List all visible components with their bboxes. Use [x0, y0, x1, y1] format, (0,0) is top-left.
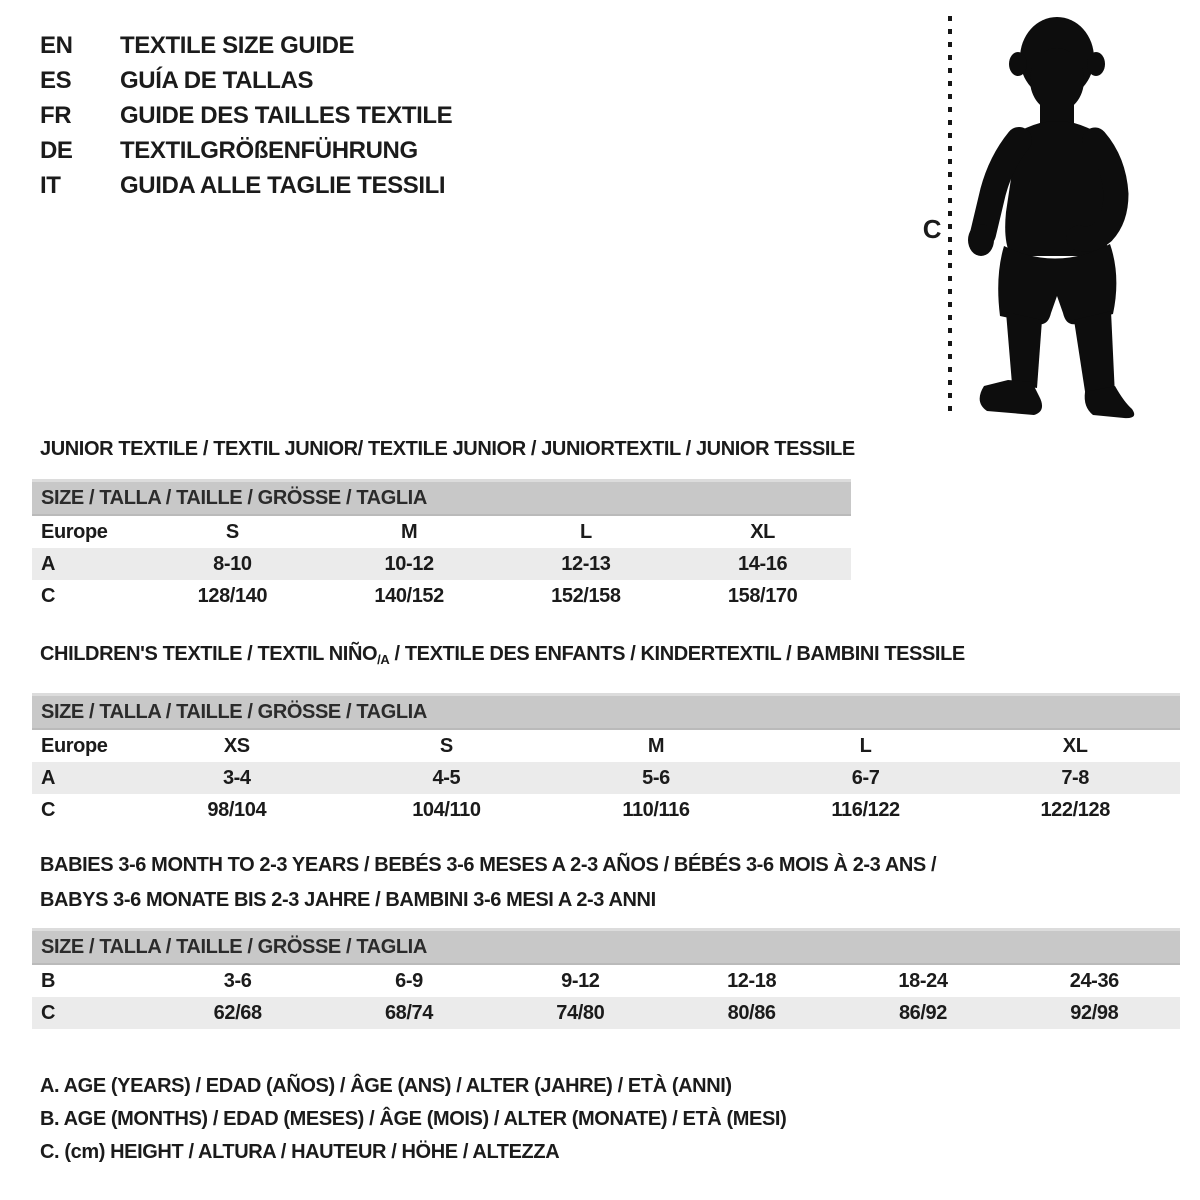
language-code-en: EN	[40, 31, 73, 59]
language-row	[40, 133, 452, 168]
table-cell: 122/128	[1040, 798, 1110, 821]
table-cell: 18-24	[898, 969, 948, 992]
babies-row-months	[32, 965, 1180, 997]
table-cell: 3-4	[132, 762, 342, 794]
babies-table-title-line1: BABIES 3-6 MONTH TO 2-3 YEARS / BEBÉS 3-6 MESES A 2-3 AÑOS / BÉBÉS 3-6 MOIS À 2-3 ANS /	[40, 854, 937, 876]
table-cell: 152/158	[551, 584, 621, 607]
row-label-cell: Europe	[41, 734, 108, 757]
table-cell: 14-16	[674, 548, 851, 580]
junior-size-header-bar	[32, 479, 851, 516]
language-row	[40, 168, 452, 203]
table-cell: 158/170	[727, 584, 798, 607]
babies-size-table	[32, 965, 1180, 1029]
row-label-cell: B	[41, 969, 56, 992]
legend-line-b: B. AGE (MONTHS) / EDAD (MESES) / ÂGE (MOIS) / ALTER (MONATE) / ETÀ (MESI)	[40, 1108, 787, 1130]
table-cell: 6-9	[395, 969, 423, 992]
row-label-cell: A	[32, 762, 132, 794]
guide-title-es: GUÍA DE TALLAS	[120, 66, 314, 94]
table-cell: M	[400, 520, 418, 543]
babies-section	[32, 848, 1180, 1029]
junior-row-age	[32, 548, 851, 580]
table-cell: 110/116	[622, 798, 690, 821]
language-title-block	[40, 28, 452, 203]
children-section	[32, 643, 1180, 826]
table-cell: XS	[223, 734, 250, 757]
table-cell: L	[859, 734, 872, 757]
table-cell: 24-36	[1069, 969, 1119, 992]
guide-title-de: TEXTILGRÖßENFÜHRUNG	[120, 136, 418, 164]
table-cell: 86/92	[837, 997, 1008, 1029]
table-cell: 98/104	[207, 798, 267, 821]
children-row-height	[32, 794, 1180, 826]
language-row	[40, 98, 452, 133]
junior-section	[32, 438, 855, 612]
babies-row-height	[32, 997, 1180, 1029]
table-cell: XL	[1062, 734, 1088, 757]
children-title-suffix: / TEXTILE DES ENFANTS / KINDERTEXTIL / BAMBINI TESSILE	[389, 643, 965, 665]
table-cell: 8-10	[144, 548, 321, 580]
table-cell: S	[439, 734, 453, 757]
table-cell: 140/152	[374, 584, 444, 607]
table-cell: 9-12	[561, 969, 600, 992]
legend-line-c: C. (cm) HEIGHT / ALTURA / HAUTEUR / HÖHE / ALTEZZA	[40, 1141, 560, 1163]
measurement-legend	[40, 1070, 786, 1169]
table-cell: 12-13	[498, 548, 675, 580]
table-cell: 68/74	[323, 997, 494, 1029]
table-cell: L	[579, 520, 592, 543]
guide-title-fr: GUIDE DES TAILLES TEXTILE	[120, 101, 453, 129]
children-size-header-bar	[32, 693, 1180, 730]
junior-size-table	[32, 516, 851, 612]
children-row-age	[32, 762, 1180, 794]
table-cell: 62/68	[152, 997, 323, 1029]
table-cell: 3-6	[223, 969, 252, 992]
table-cell: M	[647, 734, 665, 757]
table-cell: 92/98	[1009, 997, 1180, 1029]
table-cell: S	[225, 520, 239, 543]
children-size-table	[32, 730, 1180, 826]
table-cell: 128/140	[197, 584, 268, 607]
toddler-silhouette-image	[962, 14, 1152, 420]
table-cell: 116/122	[831, 798, 900, 821]
babies-table-title-line2: BABYS 3-6 MONATE BIS 2-3 JAHRE / BAMBINI 3-6 MESI A 2-3 ANNI	[40, 889, 656, 911]
table-cell: 7-8	[970, 762, 1180, 794]
language-code-es: ES	[40, 66, 72, 94]
table-cell: 10-12	[321, 548, 498, 580]
babies-size-header-text: SIZE / TALLA / TAILLE / GRÖSSE / TAGLIA	[41, 936, 427, 958]
table-cell: XL	[750, 520, 775, 543]
language-row	[40, 28, 452, 63]
height-measure-label: C	[922, 214, 942, 244]
babies-size-header-bar	[32, 928, 1180, 965]
language-code-de: DE	[40, 136, 73, 164]
table-cell: 80/86	[666, 997, 837, 1029]
table-cell: 74/80	[495, 997, 666, 1029]
junior-table-title: JUNIOR TEXTILE / TEXTIL JUNIOR/ TEXTILE JUNIOR / JUNIORTEXTIL / JUNIOR TESSILE	[40, 438, 855, 460]
language-code-fr: FR	[40, 101, 72, 129]
row-label-cell: C	[32, 997, 152, 1029]
language-row	[40, 63, 452, 98]
children-row-sizes	[32, 730, 1180, 762]
table-cell: 6-7	[761, 762, 971, 794]
row-label-cell: A	[32, 548, 144, 580]
row-label-cell: C	[41, 798, 56, 821]
children-title-prefix: CHILDREN'S TEXTILE / TEXTIL NIÑO	[40, 643, 378, 665]
children-size-header-text: SIZE / TALLA / TAILLE / GRÖSSE / TAGLIA	[41, 701, 427, 723]
height-measure-dashed-line	[948, 16, 952, 418]
table-cell: 4-5	[342, 762, 552, 794]
table-cell: 12-18	[727, 969, 777, 992]
junior-size-header-text: SIZE / TALLA / TAILLE / GRÖSSE / TAGLIA	[41, 487, 427, 509]
guide-title-en: TEXTILE SIZE GUIDE	[120, 31, 355, 59]
children-table-title	[32, 643, 1180, 671]
table-cell: 104/110	[412, 798, 481, 821]
table-cell: 5-6	[551, 762, 761, 794]
guide-title-it: GUIDA ALLE TAGLIE TESSILI	[120, 171, 446, 199]
junior-row-sizes	[32, 516, 851, 548]
row-label-cell: Europe	[41, 520, 108, 543]
row-label-cell: C	[41, 584, 56, 607]
children-title-sub: /A	[377, 652, 390, 667]
language-code-it: IT	[40, 171, 61, 199]
junior-row-height	[32, 580, 851, 612]
legend-line-a: A. AGE (YEARS) / EDAD (AÑOS) / ÂGE (ANS) / ALTER (JAHRE) / ETÀ (ANNI)	[40, 1075, 732, 1097]
